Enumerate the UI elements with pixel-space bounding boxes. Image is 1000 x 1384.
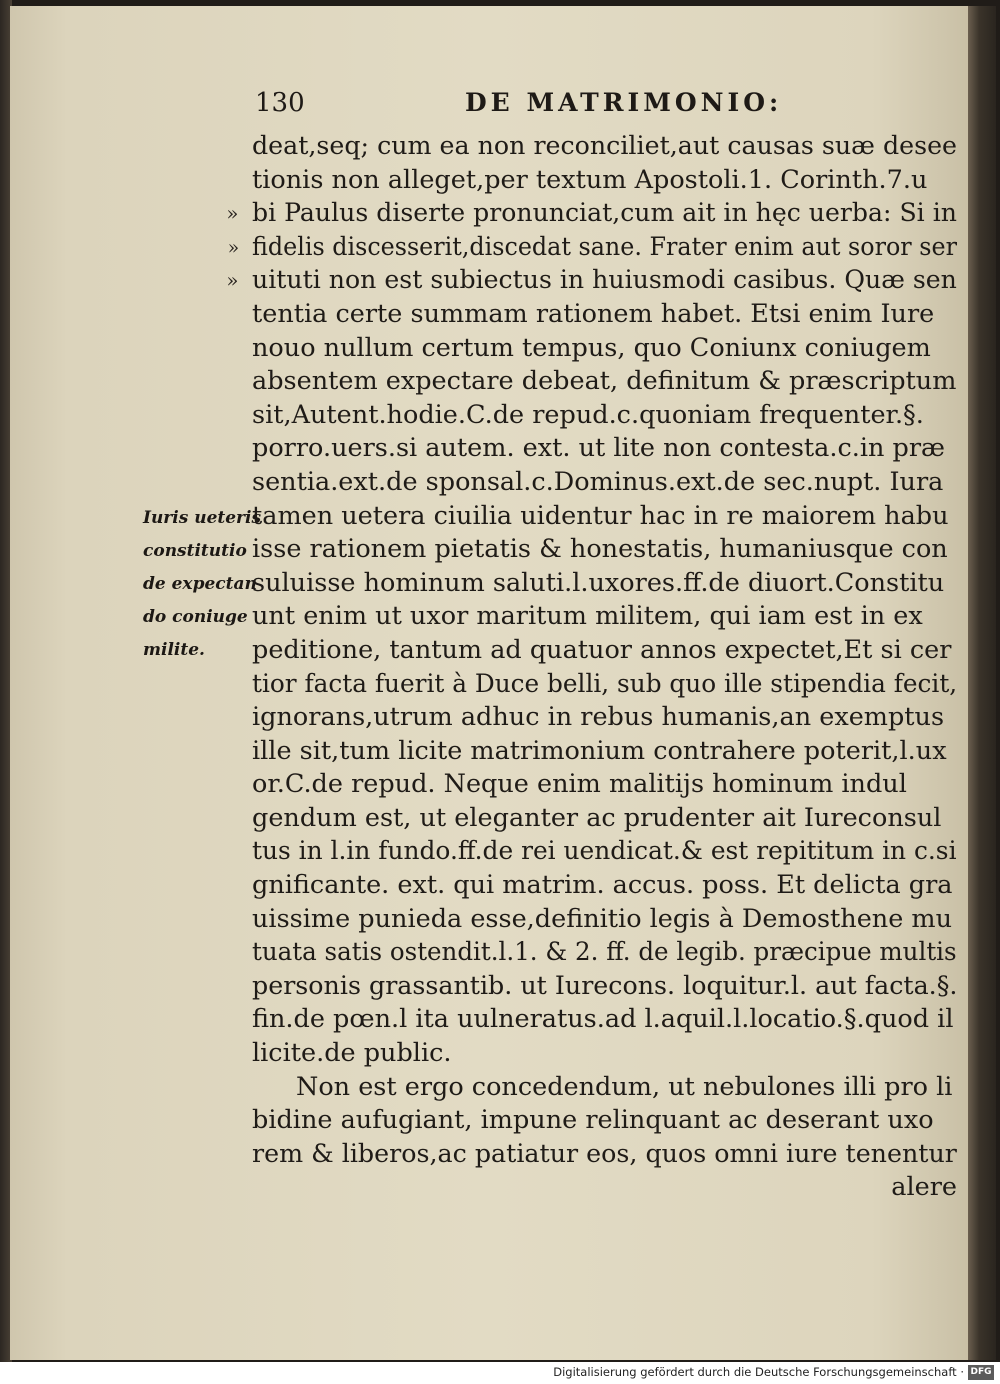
line-text: gendum est, ut eleganter ac prudenter ait Iureconsul	[252, 802, 942, 833]
text-line	[252, 164, 957, 198]
margin-note-line: de expectan	[143, 574, 257, 594]
text-line	[252, 802, 957, 836]
line-text: peditione, tantum ad quatuor annos expectet,Et si cer	[252, 634, 952, 665]
text-line	[252, 668, 958, 702]
line-text: suluisse hominum saluti.l.uxores.ff.de diuort.Constitu	[252, 567, 945, 598]
line-text: tionis non alleget,per textum Apostoli.1. Corinth.7.u	[252, 164, 928, 195]
margin-note	[143, 502, 263, 667]
line-text: gnificante. ext. qui matrim. accus. poss. Et delicta gra	[252, 870, 953, 901]
catchword: alere	[891, 1172, 957, 1202]
line-text: fin.de pœn.l ita uulneratus.ad l.aquil.l.locatio.§.quod il	[252, 1004, 954, 1035]
margin-note-line: Iuris ueteris	[143, 508, 262, 528]
line-text: uituti non est subiectus in huiusmodi casibus. Quæ sen	[252, 265, 957, 296]
text-line	[252, 432, 957, 466]
quotation-mark: »	[226, 268, 239, 293]
line-text: fidelis discesserit,discedat sane. Frater enim aut soror ser	[252, 231, 957, 262]
text-line	[252, 1104, 957, 1138]
line-text: deat,seq; cum ea non reconciliet,aut causas suæ desee	[252, 131, 958, 161]
line-text: sit,Autent.hodie.C.de repud.c.quoniam frequenter.§.	[252, 399, 924, 430]
text-line	[252, 567, 957, 601]
margin-note-line: constitutio	[143, 541, 247, 561]
text-line	[252, 903, 957, 937]
text-line	[252, 466, 957, 500]
text-line	[252, 768, 957, 802]
text-line	[227, 231, 957, 265]
line-text: unt enim ut uxor maritum militem, qui iam est in ex	[252, 601, 923, 632]
text-line	[252, 365, 957, 399]
line-text: tior facta fuerit à Duce belli, sub quo ille stipendia fecit,	[252, 668, 958, 699]
page-fore-edge	[968, 6, 996, 1360]
line-text: isse rationem pietatis & honestatis, humaniusque con	[252, 534, 948, 565]
line-text: ille sit,tum licite matrimonium contrahere poterit,l.ux	[252, 735, 947, 766]
line-text: Non est ergo concedendum, ut nebulones illi pro li	[296, 1071, 953, 1102]
line-text: nouo nullum certum tempus, quo Coniunx coniugem	[252, 332, 931, 363]
text-line	[252, 1003, 957, 1037]
line-text: tuata satis ostendit.l.1. & 2. ff. de legib. præcipue multis	[252, 937, 957, 968]
page-number: 130	[255, 88, 305, 118]
text-line	[252, 600, 957, 634]
line-text: bidine aufugiant, impune relinquant ac deserant uxo	[252, 1105, 934, 1136]
text-line	[252, 970, 958, 1004]
text-line	[252, 869, 957, 903]
running-title: DE MATRIMONIO:	[465, 88, 783, 117]
text-line	[252, 634, 957, 668]
funding-credit: Digitalisierung gefördert durch die Deutsche Forschungsgemeinschaft ·	[553, 1365, 964, 1379]
text-line	[226, 197, 957, 231]
footer-bar	[0, 1362, 1000, 1384]
line-text: personis grassantib. ut Iurecons. loquitur.l. aut facta.§.	[252, 970, 958, 1001]
line-text: sentia.ext.de sponsal.c.Dominus.ext.de sec.nupt. Iura	[252, 466, 944, 497]
text-line	[252, 936, 957, 970]
line-text: licite.de public.	[252, 1038, 452, 1069]
line-text: porro.uers.si autem. ext. ut lite non contesta.c.in præ	[252, 433, 946, 464]
line-text: tamen uetera ciuilia uidentur hac in re maiorem habu	[252, 500, 949, 531]
dfg-logo: DFG	[968, 1365, 994, 1380]
text-line	[252, 533, 957, 567]
text-line	[252, 1138, 957, 1172]
line-text: tus in l.in fundo.ff.de rei uendicat.& est repititum in c.si	[252, 836, 957, 867]
line-text: rem & liberos,ac patiatur eos, quos omni iure tenentur	[252, 1138, 957, 1169]
page-header	[255, 88, 955, 128]
body-text	[226, 130, 958, 1171]
text-line	[252, 735, 957, 769]
line-text: uissime punieda esse,definitio legis à Demosthene mu	[252, 903, 953, 934]
text-line	[252, 332, 957, 366]
quotation-mark: »	[227, 234, 240, 259]
text-line	[252, 399, 957, 433]
text-line	[252, 835, 957, 869]
text-line	[252, 130, 958, 164]
line-text: tentia certe summam rationem habet. Etsi enim Iure	[252, 298, 935, 329]
text-line	[252, 1071, 957, 1105]
margin-note-line: milite.	[143, 640, 205, 660]
text-line	[252, 500, 957, 534]
text-line	[252, 701, 957, 735]
text-line	[226, 264, 957, 298]
text-line	[252, 1037, 957, 1071]
text-line	[252, 298, 957, 332]
line-text: or.C.de repud. Neque enim malitijs hominum indul	[252, 769, 907, 800]
margin-note-line: do coniuge	[143, 607, 248, 627]
line-text: ignorans,utrum adhuc in rebus humanis,an exemptus	[252, 702, 945, 733]
quotation-mark: »	[226, 201, 239, 226]
line-text: absentem expectare debeat, definitum & præscriptum	[252, 366, 957, 397]
line-text: bi Paulus diserte pronunciat,cum ait in hęc uerba: Si in	[252, 198, 957, 229]
